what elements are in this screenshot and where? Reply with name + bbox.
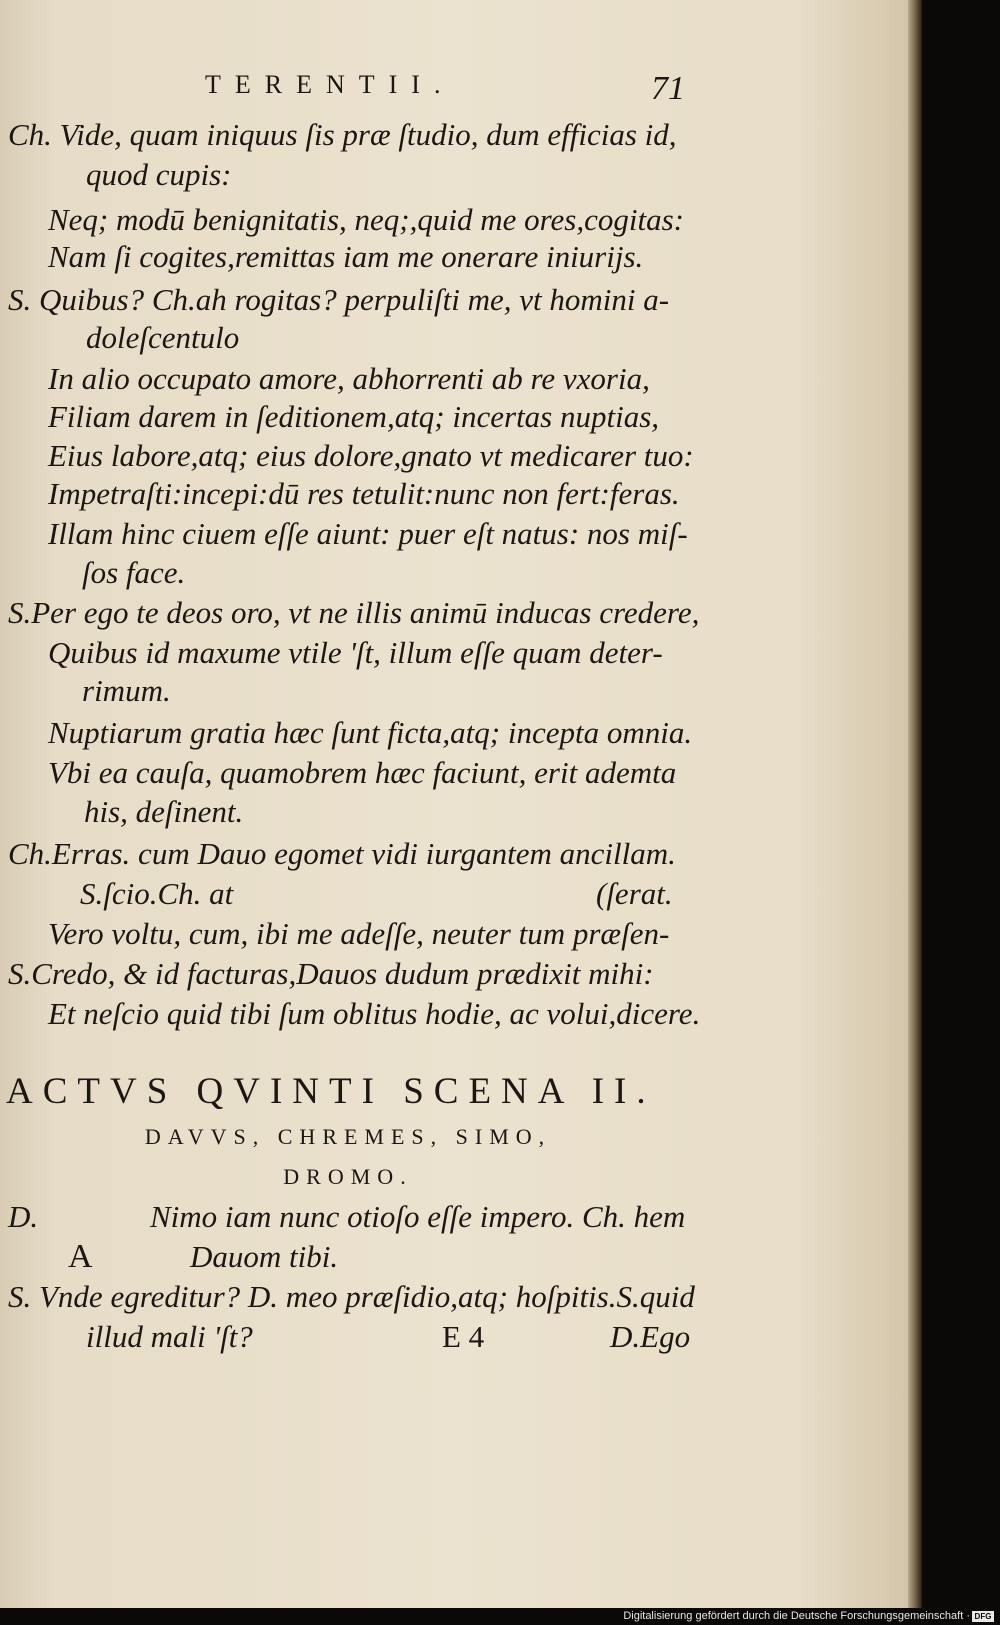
text-line: Filiam darem in ſeditionem,atq; incertas nuptias, xyxy=(48,399,660,434)
persons-line: DAVVS, CHREMES, SIMO, xyxy=(144,1124,552,1149)
running-title: TERENTII. xyxy=(205,70,455,99)
scene-heading: ACTVS QVINTI SCENA II. xyxy=(6,1071,656,1112)
text-line: In alio occupato amore, abhorrenti ab re vxoria, xyxy=(48,361,650,396)
footer-text: Digitalisierung gefördert durch die Deutsche Forschungsgemeinschaft · xyxy=(623,1610,970,1622)
text-line: his, deſinent. xyxy=(84,794,244,829)
text-line: doleſcentulo xyxy=(86,320,240,355)
text-line: illud mali 'ſt? xyxy=(86,1319,253,1354)
text-line: Impetraſti:incepi:dū res tetulit:nunc non fert:feras. xyxy=(48,476,680,511)
text-line: quod cupis: xyxy=(86,157,232,192)
text-line: Illam hinc ciuem eſſe aiunt: puer eſt natus: nos miſ- xyxy=(48,516,688,551)
persons-line: DROMO. xyxy=(283,1164,413,1189)
text-line: Et neſcio quid tibi ſum oblitus hodie, ac volui,dicere. xyxy=(48,996,701,1031)
text-line: ſos face. xyxy=(82,555,186,590)
dramatis-personae xyxy=(88,1117,608,1197)
text-line: Eius labore,atq; eius dolore,gnato vt medicarer tuo: xyxy=(48,438,694,473)
folio-number: 71 xyxy=(651,70,685,107)
text-line: S.ſcio.Ch. at xyxy=(80,876,234,911)
dfg-logo: DFG xyxy=(972,1611,994,1622)
footer-bar xyxy=(0,1608,1000,1625)
text-line: Vero voltu, cum, ibi me adeſſe, neuter tum præſen- xyxy=(48,916,670,951)
running-header xyxy=(205,70,685,108)
text-line: Nuptiarum gratia hæc ſunt ficta,atq; incepta omnia. xyxy=(48,715,693,750)
text-line: Neq; modū benignitatis, neq;,quid me ores,cogitas: xyxy=(48,202,684,237)
text-line: Nimo iam nunc otioſo eſſe impero. Ch. hem xyxy=(150,1199,686,1234)
text-line: Dauom tibi. xyxy=(190,1239,339,1274)
text-line: S. Vnde egreditur? D. meo præſidio,atq; hoſpitis.S.quid xyxy=(8,1279,695,1314)
signature-mark: E 4 xyxy=(442,1319,485,1354)
page-edge xyxy=(908,0,922,1608)
initial-letter: A xyxy=(68,1238,93,1275)
text-line: S.Credo, & id facturas,Dauos dudum prædixit mihi: xyxy=(8,956,654,991)
text-line: Nam ſi cogites,remittas iam me onerare iniurijs. xyxy=(48,239,644,274)
speaker-label: D. xyxy=(8,1199,39,1234)
text-line: Ch. Vide, quam iniquus ſis præ ſtudio, dum efficias id, xyxy=(8,117,677,152)
text-line: Ch.Erras. cum Dauo egomet vidi iurgantem ancillam. xyxy=(8,836,676,871)
text-line: (ſerat. xyxy=(596,876,673,911)
text-line: Quibus id maxume vtile 'ſt, illum eſſe quam deter- xyxy=(48,635,663,670)
text-line: S.Per ego te deos oro, vt ne illis animū inducas credere, xyxy=(8,595,700,630)
text-line: Vbi ea cauſa, quamobrem hæc faciunt, erit ademta xyxy=(48,755,677,790)
text-line: rimum. xyxy=(82,673,171,708)
text-line: S. Quibus? Ch.ah rogitas? perpuliſti me, vt homini a- xyxy=(8,282,670,317)
catchword: D.Ego xyxy=(610,1319,691,1354)
